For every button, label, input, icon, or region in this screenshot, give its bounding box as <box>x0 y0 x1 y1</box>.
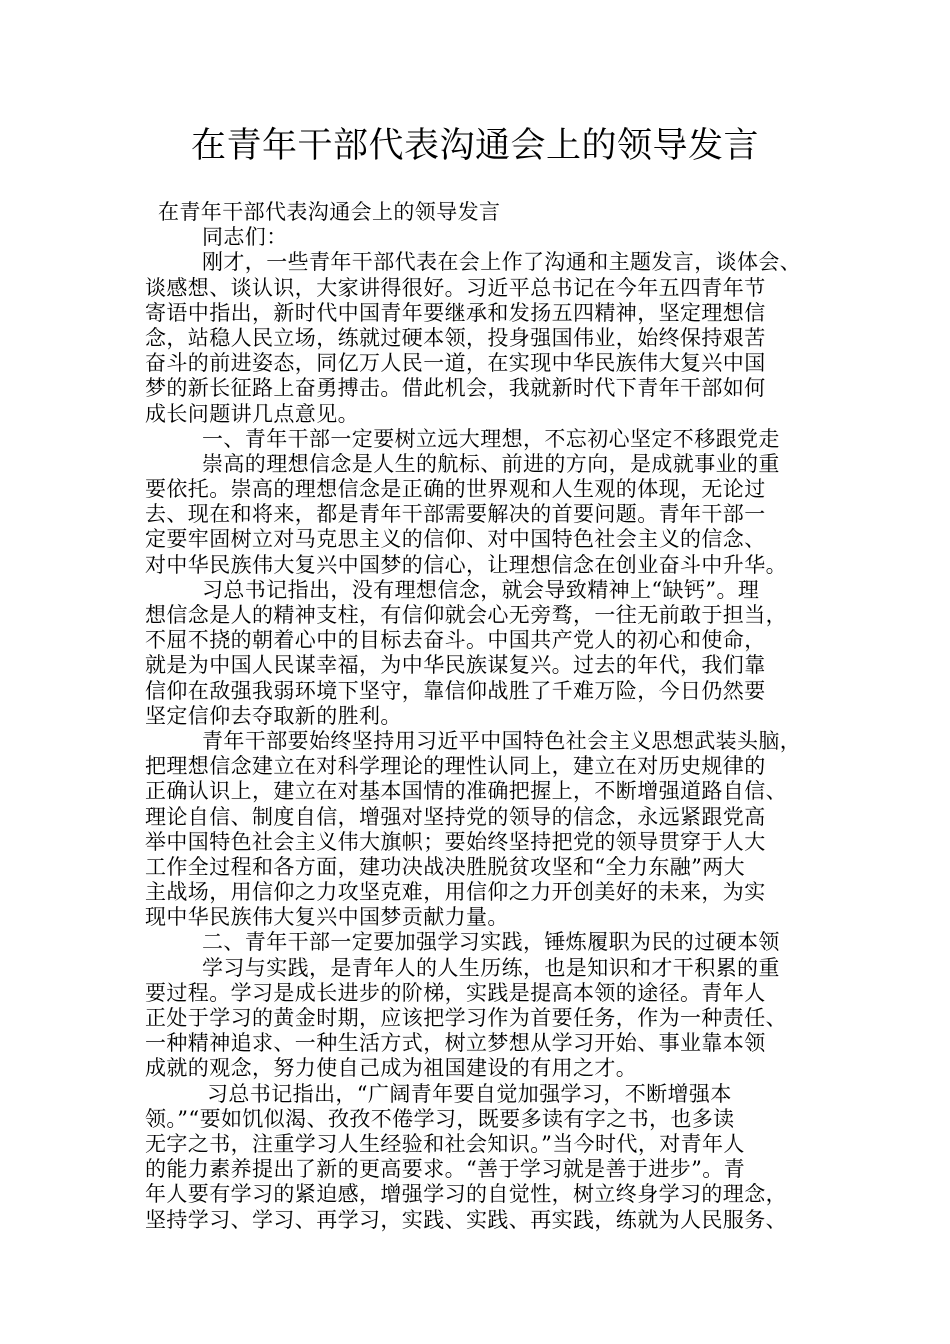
text-line: 成长问题讲几点意见。 <box>145 401 359 426</box>
text-line: 崇高的理想信念是人生的航标、前进的方向，是成就事业的重 <box>202 451 780 476</box>
text-line: 奋斗的前进姿态，同亿万人民一道，在实现中华民族伟大复兴中国 <box>145 351 766 376</box>
text-line: 梦的新长征路上奋勇搏击。借此机会，我就新时代下青年干部如何 <box>145 376 766 401</box>
document-title: 在青年干部代表沟通会上的领导发言 <box>190 126 759 166</box>
text-line: 定要牢固树立对马克思主义的信仰、对中国特色社会主义的信念、 <box>145 527 766 552</box>
text-line: 的能力素养提出了新的更高要求。“善于学习就是善于进步”。青 <box>145 1157 746 1182</box>
text-line: 一、青年干部一定要树立远大理想，不忘初心坚定不移跟党走 <box>202 426 780 451</box>
text-line: 寄语中指出，新时代中国青年要继承和发扬五四精神，坚定理想信 <box>145 300 766 325</box>
text-line: 去、现在和将来，都是青年干部需要解决的首要问题。青年干部一 <box>145 502 766 527</box>
text-line: 年人要有学习的紧迫感，增强学习的自觉性，树立终身学习的理念， <box>145 1182 787 1207</box>
text-line: 举中国特色社会主义伟大旗帜；要始终坚持把党的领导贯穿于人大 <box>145 829 766 854</box>
text-line: 正处于学习的黄金时期，应该把学习作为首要任务，作为一种责任、 <box>145 1006 787 1030</box>
text-line: 领。”“要如饥似渴、孜孜不倦学习，既要多读有字之书，也多读 <box>145 1106 735 1131</box>
text-line: 一种精神追求、一种生活方式，树立梦想从学习开始、事业靠本领 <box>145 1031 766 1056</box>
text-line: 想信念是人的精神支柱，有信仰就会心无旁骛，一往无前敢于担当， <box>145 603 787 627</box>
text-line: 学习与实践，是青年人的人生历练，也是知识和才干积累的重 <box>202 955 780 980</box>
text-line: 习总书记指出，没有理想信念，就会导致精神上“缺钙”。理 <box>202 577 760 602</box>
text-line: 要依托。崇高的理想信念是正确的世界观和人生观的体现，无论过 <box>145 477 766 502</box>
text-line: 谈感想、谈认识，大家讲得很好。习近平总书记在今年五四青年节 <box>145 275 766 300</box>
text-line: 成就的观念，努力使自己成为祖国建设的有用之才。 <box>145 1056 638 1081</box>
text-line: 工作全过程和各方面，建功决战决胜脱贫攻坚和“全力东融”两大 <box>145 854 746 879</box>
text-line: 主战场，用信仰之力攻坚克难，用信仰之力开创美好的未来，为实 <box>145 880 766 905</box>
document-body <box>145 200 823 1233</box>
text-line: 习总书记指出，“广阔青年要自觉加强学习，不断增强本 <box>207 1081 732 1106</box>
text-line: 要过程。学习是成长进步的阶梯，实践是提高本领的途径。青年人 <box>145 980 766 1005</box>
text-line: 理论自信、制度自信，增强对坚持党的领导的信念，永远紧跟党高 <box>145 804 766 829</box>
text-line: 不屈不挠的朝着心中的目标去奋斗。中国共产党人的初心和使命， <box>145 628 766 653</box>
text-line: 把理想信念建立在对科学理论的理性认同上，建立在对历史规律的 <box>145 754 766 779</box>
text-line: 青年干部要始终坚持用习近平中国特色社会主义思想武装头脑， <box>202 728 802 753</box>
text-line: 刚才，一些青年干部代表在会上作了沟通和主题发言，谈体会、 <box>202 250 802 275</box>
text-line: 信仰在敌强我弱环境下坚守，靠信仰战胜了千难万险，今日仍然要 <box>145 678 766 703</box>
text-line: 正确认识上，建立在对基本国情的准确把握上，不断增强道路自信、 <box>145 779 787 804</box>
text-line: 无字之书，注重学习人生经验和社会知识。”当今时代，对青年人 <box>145 1131 745 1156</box>
text-line: 就是为中国人民谋幸福，为中华民族谋复兴。过去的年代，我们靠 <box>145 653 766 678</box>
text-line: 念，站稳人民立场，练就过硬本领，投身强国伟业，始终保持艰苦 <box>145 325 766 350</box>
text-line: 对中华民族伟大复兴中国梦的信心，让理想信念在创业奋斗中升华。 <box>145 552 787 577</box>
text-line: 二、青年干部一定要加强学习实践，锤炼履职为民的过硬本领 <box>202 930 780 955</box>
text-line: 坚持学习、学习、再学习，实践、实践、再实践，练就为人民服务、 <box>145 1207 787 1232</box>
text-line: 现中华民族伟大复兴中国梦贡献力量。 <box>145 905 509 930</box>
text-line: 在青年干部代表沟通会上的领导发言 <box>158 200 501 224</box>
text-line: 同志们： <box>202 225 288 250</box>
text-line: 坚定信仰去夺取新的胜利。 <box>145 703 402 728</box>
